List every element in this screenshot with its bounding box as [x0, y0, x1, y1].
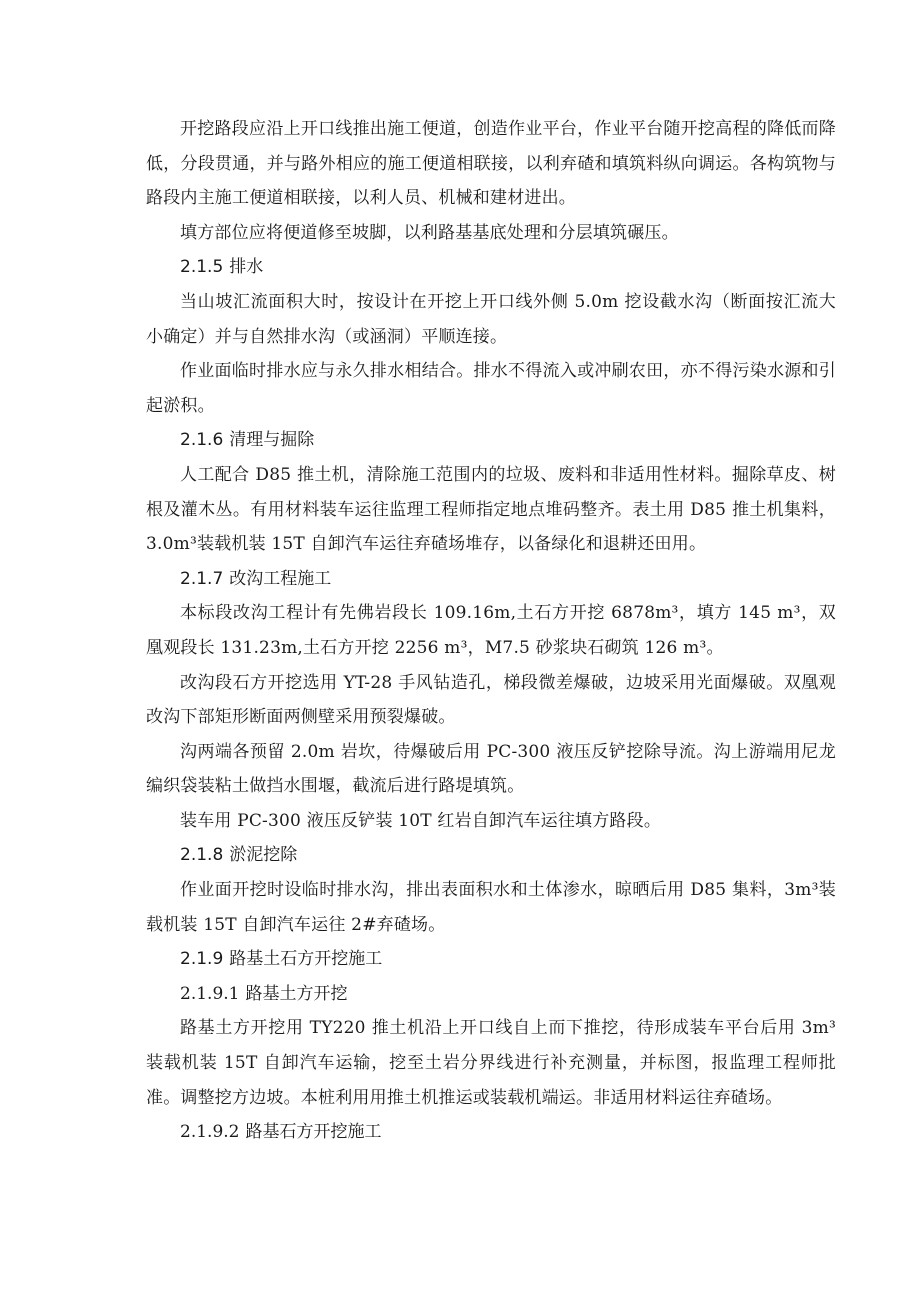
paragraph: 人工配合 D85 推土机，清除施工范围内的垃圾、废料和非适用性材料。掘除草皮、树根及灌木丛。有用材料装车运往监理工程师指定地点堆码整齐。表土用 D85 推土机集料，3.0m³装载机装 15T 自卸汽车运往弃碴场堆存，以备绿化和退耕还田用。: [146, 464, 836, 555]
section-heading-2-1-6: [146, 423, 836, 458]
section-number: 2.1.9.2: [180, 1122, 240, 1143]
section-heading-2-1-7: [146, 562, 836, 597]
section-heading-2-1-9: [146, 942, 836, 977]
paragraph: 路基土方开挖用 TY220 推土机沿上开口线自上而下推挖，待形成装车平台后用 3m³装载机装 15T 自卸汽车运输，挖至土岩分界线进行补充测量，并标图，报监理工程师批准。调整挖方边坡。本桩利用用推土机推运或装载机端运。非适用材料运往弃碴场。: [146, 1018, 836, 1108]
paragraph: 开挖路段应沿上开口线推出施工便道，创造作业平台，作业平台随开挖高程的降低而降低，分段贯通，并与路外相应的施工便道相联接，以利弃碴和填筑料纵向调运。各构筑物与路段内主施工便道相联接，以利人员、机械和建材进出。: [146, 119, 836, 209]
section-number: 2.1.8: [180, 845, 224, 866]
paragraph: 改沟段石方开挖选用 YT-28 手风钻造孔，梯段微差爆破，边坡采用光面爆破。双凰观改沟下部矩形断面两侧壁采用预裂爆破。: [146, 672, 836, 728]
paragraph: 作业面临时排水应与永久排水相结合。排水不得流入或冲刷农田，亦不得污染水源和引起淤积。: [146, 361, 836, 416]
section-title: 路基土方开挖: [245, 983, 348, 1004]
subsection-heading-2-1-9-2: [146, 1115, 836, 1150]
paragraph: 当山坡汇流面积大时，按设计在开挖上开口线外侧 5.0m 挖设截水沟（断面按汇流大小确定）并与自然排水沟（或涵洞）平顺连接。: [146, 291, 836, 347]
paragraph: 沟两端各预留 2.0m 岩坎，待爆破后用 PC-300 液压反铲挖除导流。沟上游端用尼龙编织袋装粘土做挡水围堰，截流后进行路堤填筑。: [146, 741, 836, 797]
paragraph: 填方部位应将便道修至坡脚，以利路基基底处理和分层填筑碾压。: [180, 222, 679, 243]
section-heading-2-1-8: [146, 838, 836, 873]
section-number: 2.1.7: [180, 568, 224, 589]
section-number: 2.1.9.1: [180, 983, 240, 1004]
section-title: 清理与掘除: [229, 430, 315, 451]
paragraph: 装车用 PC-300 液压反铲装 10T 红岩自卸汽车运往填方路段。: [180, 810, 662, 831]
section-number: 2.1.5: [180, 257, 224, 278]
paragraph: 本标段改沟工程计有先佛岩段长 109.16m,土石方开挖 6878m³，填方 145 m³，双凰观段长 131.23m,土石方开挖 2256 m³，M7.5 砂浆块石砌筑 126 m³。: [146, 603, 836, 658]
section-title: 排水: [229, 257, 264, 278]
section-title: 淤泥挖除: [229, 845, 298, 866]
subsection-heading-2-1-9-1: [146, 977, 836, 1012]
section-title: 路基石方开挖施工: [245, 1122, 382, 1143]
paragraph: 作业面开挖时设临时排水沟，排出表面积水和土体渗水，晾晒后用 D85 集料，3m³装载机装 15T 自卸汽车运往 2#弃碴场。: [146, 880, 836, 935]
section-title: 改沟工程施工: [229, 568, 332, 589]
section-number: 2.1.9: [180, 949, 224, 970]
section-title: 路基土石方开挖施工: [229, 949, 383, 970]
section-number: 2.1.6: [180, 430, 224, 451]
document-body: [146, 112, 836, 1150]
section-heading-2-1-5: [146, 250, 836, 285]
